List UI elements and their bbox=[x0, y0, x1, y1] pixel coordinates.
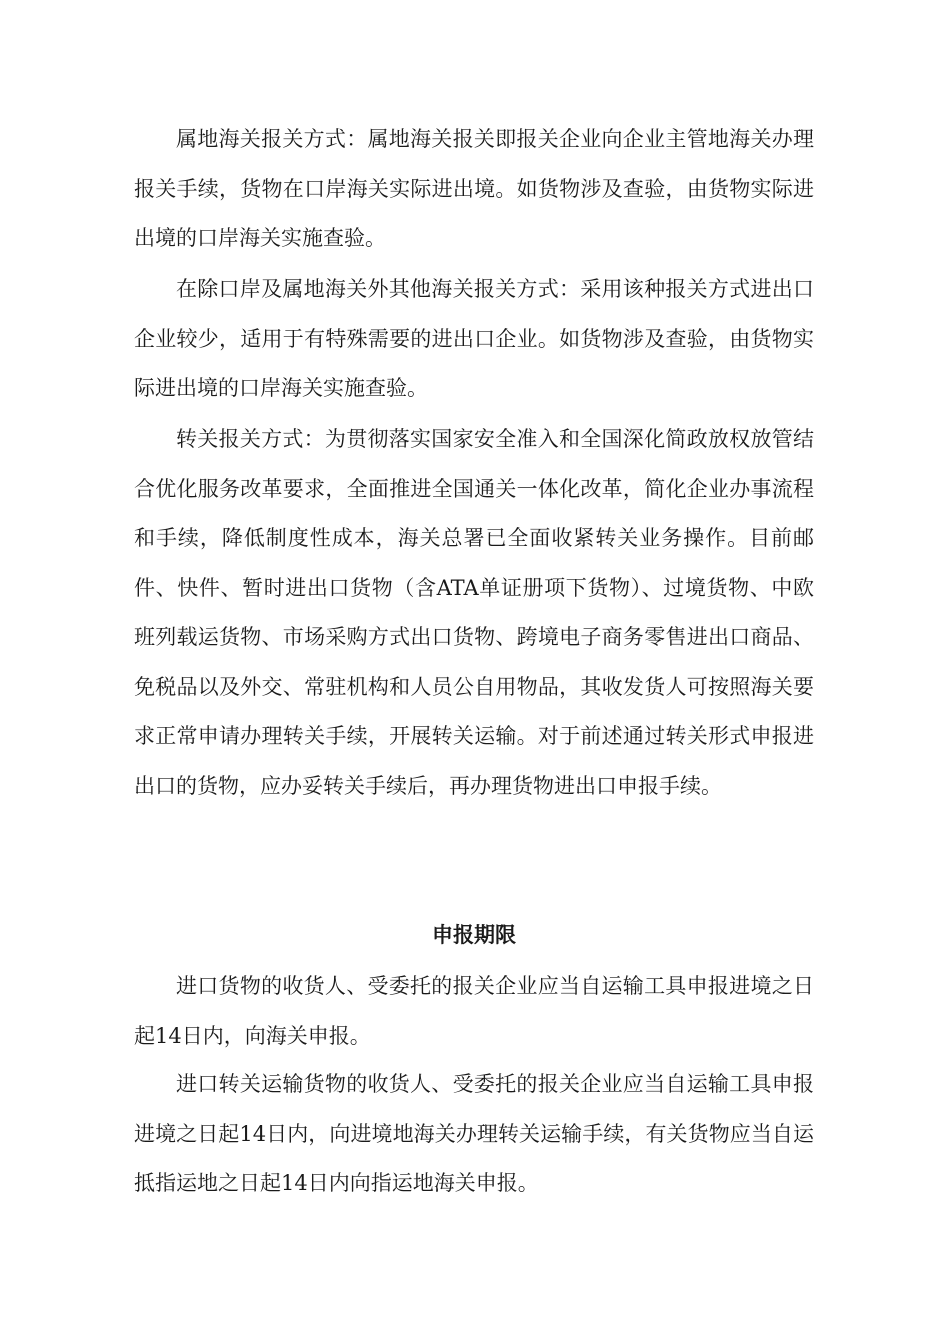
paragraph-transit-declaration: 转关报关方式：为贯彻落实国家安全准入和全国深化简政放权放管结合优化服务改革要求，全面推进全国通关一体化改革，简化企业办事流程和手续，降低制度性成本，海关总署已全面收紧转关业务操作。目前邮件、快件、暂时进出口货物（含ATA单证册项下货物）、过境货物、中欧班列载运货物、市场采购方式出口货物、跨境电子商务零售进出口商品、免税品以及外交、常驻机构和人员公自用物品，其收发货人可按照海关要求正常申请办理转关手续，开展转关运输。对于前述通过转关形式申报进出口的货物，应办妥转关手续后，再办理货物进出口申报手续。 bbox=[134, 427, 814, 798]
paragraph-local-customs-declaration: 属地海关报关方式：属地海关报关即报关企业向企业主管地海关办理报关手续，货物在口岸海关实际进出境。如货物涉及查验，由货物实际进出境的口岸海关实施查验。 bbox=[134, 127, 814, 250]
section-heading-declaration-deadline: 申报期限 bbox=[432, 922, 516, 947]
paragraph-other-customs-declaration: 在除口岸及属地海关外其他海关报关方式：采用该种报关方式进出口企业较少，适用于有特殊需要的进出口企业。如货物涉及查验，由货物实际进出境的口岸海关实施查验。 bbox=[134, 277, 814, 400]
paragraph-import-deadline: 进口货物的收货人、受委托的报关企业应当自运输工具申报进境之日起14日内，向海关申报。 bbox=[134, 974, 814, 1048]
paragraph-transit-import-deadline: 进口转关运输货物的收货人、受委托的报关企业应当自运输工具申报进境之日起14日内，向进境地海关办理转关运输手续，有关货物应当自运抵指运地之日起14日内向指运地海关申报。 bbox=[134, 1072, 814, 1195]
